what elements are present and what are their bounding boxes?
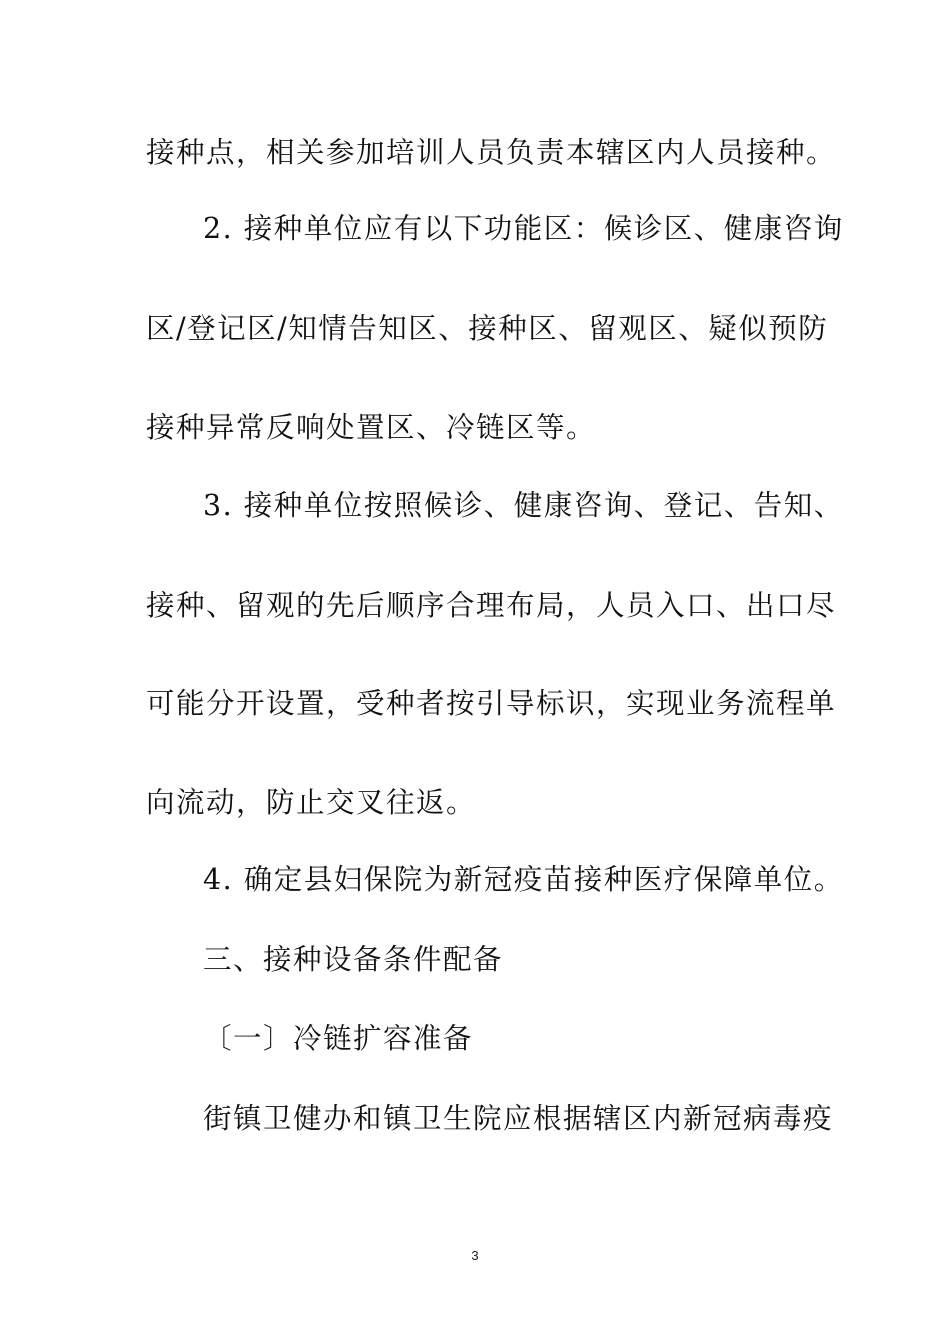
page-number: 3 <box>471 1248 479 1263</box>
paragraph-line: 街镇卫健办和镇卫生院应根据辖区内新冠病毒疫 <box>203 1102 834 1135</box>
paragraph-line: 可能分开设置，受种者按引导标识，实现业务流程单 <box>146 687 837 720</box>
paragraph-line: 区/登记区/知情告知区、接种区、留观区、疑似预防 <box>146 312 829 345</box>
paragraph-line: 向流动，防止交叉往返。 <box>146 786 477 819</box>
section-heading: 三、接种设备条件配备 <box>203 943 504 976</box>
paragraph-line: 4. 确定县妇保院为新冠疫苗接种医疗保障单位。 <box>203 863 844 896</box>
paragraph-line: 3. 接种单位按照候诊、健康咨询、登记、告知、 <box>203 489 844 522</box>
paragraph-line: 接种异常反响处置区、冷链区等。 <box>146 411 597 444</box>
paragraph-line: 接种点，相关参加培训人员负责本辖区内人员接种。 <box>146 136 837 169</box>
paragraph-line: 2. 接种单位应有以下功能区：候诊区、健康咨询 <box>203 212 844 245</box>
subsection-heading: 〔一〕冷链扩容准备 <box>203 1022 474 1055</box>
paragraph-line: 接种、留观的先后顺序合理布局，人员入口、出口尽 <box>146 589 837 622</box>
